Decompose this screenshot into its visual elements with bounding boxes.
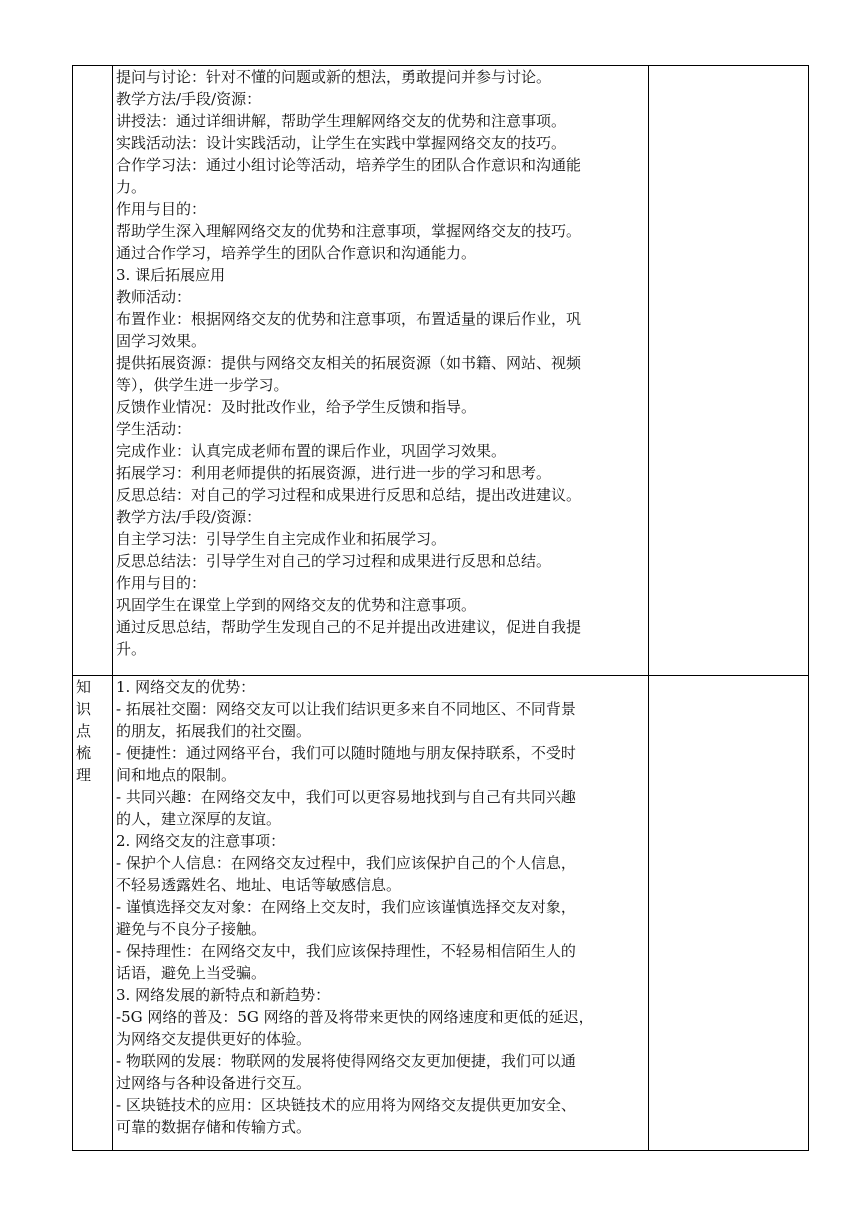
text-line: - 共同兴趣：在网络交友中，我们可以更容易地找到与自己有共同兴趣 xyxy=(116,788,576,806)
text-line: 3. 课后拓展应用 xyxy=(116,266,226,284)
text-line: - 保持理性：在网络交友中，我们应该保持理性，不轻易相信陌生人的 xyxy=(116,942,576,960)
text-line: 拓展学习：利用老师提供的拓展资源，进行进一步的学习和思考。 xyxy=(116,464,552,482)
notes-cell xyxy=(649,676,809,1151)
text-line: 通过反思总结，帮助学生发现自己的不足并提出改进建议，促进自我提 xyxy=(116,618,582,636)
text-line: 巩固学生在课堂上学到的网络交友的优势和注意事项。 xyxy=(116,596,477,614)
text-line: - 保护个人信息：在网络交友过程中，我们应该保护自己的个人信息， xyxy=(116,854,576,872)
row-label-knowledge: 知识点梳理 xyxy=(73,676,113,1151)
text-line: 提问与讨论：针对不懂的问题或新的想法，勇敢提问并参与讨论。 xyxy=(116,68,552,86)
text-line: -5G 网络的普及：5G 网络的普及将带来更快的网络速度和更低的延迟， xyxy=(116,1008,594,1026)
text-line: 等），供学生进一步学习。 xyxy=(116,376,289,394)
text-line: 作用与目的： xyxy=(116,200,207,218)
text-line: 过网络与各种设备进行交互。 xyxy=(116,1074,312,1092)
text-line: 布置作业：根据网络交友的优势和注意事项，布置适量的课后作业，巩 xyxy=(116,310,582,328)
text-line: 学生活动： xyxy=(116,420,192,438)
text-line: 反思总结：对自己的学习过程和成果进行反思和总结，提出改进建议。 xyxy=(116,486,582,504)
text-line: 提供拓展资源：提供与网络交友相关的拓展资源（如书籍、网站、视频 xyxy=(116,354,582,372)
text-line: 避免与不良分子接触。 xyxy=(116,920,267,938)
text-line: 讲授法：通过详细讲解，帮助学生理解网络交友的优势和注意事项。 xyxy=(116,112,567,130)
table-row xyxy=(73,66,809,676)
text-line: 3. 网络发展的新特点和新趋势： xyxy=(116,986,331,1004)
text-line: - 拓展社交圈：网络交友可以让我们结识更多来自不同地区、不同背景 xyxy=(116,700,576,718)
text-line: - 便捷性：通过网络平台，我们可以随时随地与朋友保持联系，不受时 xyxy=(116,744,576,762)
section-lines xyxy=(116,676,645,1138)
text-line: 固学习效果。 xyxy=(116,332,207,350)
text-line: 实践活动法：设计实践活动，让学生在实践中掌握网络交友的技巧。 xyxy=(116,134,567,152)
text-line: 帮助学生深入理解网络交友的优势和注意事项，掌握网络交友的技巧。 xyxy=(116,222,582,240)
text-line: 合作学习法：通过小组讨论等活动，培养学生的团队合作意识和沟通能 xyxy=(116,156,582,174)
teaching-process-cell xyxy=(113,66,649,676)
text-line: 可靠的数据存储和传输方式。 xyxy=(116,1118,312,1136)
text-line: - 谨慎选择交友对象：在网络上交友时，我们应该谨慎选择交友对象， xyxy=(116,898,576,916)
text-line: 反思总结法：引导学生对自己的学习过程和成果进行反思和总结。 xyxy=(116,552,552,570)
text-line: - 物联网的发展：物联网的发展将使得网络交友更加便捷，我们可以通 xyxy=(116,1052,576,1070)
text-line: 2. 网络交友的注意事项： xyxy=(116,832,286,850)
row-label-cell xyxy=(73,66,113,676)
section-lines xyxy=(116,66,645,660)
text-line: 教师活动： xyxy=(116,288,192,306)
text-line: 教学方法/手段/资源： xyxy=(116,90,262,108)
text-line: 话语，避免上当受骗。 xyxy=(116,964,267,982)
text-line: 的人，建立深厚的友谊。 xyxy=(116,810,282,828)
text-line: 为网络交友提供更好的体验。 xyxy=(116,1030,312,1048)
text-line: 完成作业：认真完成老师布置的课后作业，巩固学习效果。 xyxy=(116,442,507,460)
knowledge-summary-cell xyxy=(113,676,649,1151)
text-line: 1. 网络交友的优势： xyxy=(116,678,256,696)
text-line: 不轻易透露姓名、地址、电话等敏感信息。 xyxy=(116,876,402,894)
text-line: - 区块链技术的应用：区块链技术的应用将为网络交友提供更加安全、 xyxy=(116,1096,576,1114)
text-line: 力。 xyxy=(116,178,147,196)
text-line: 自主学习法：引导学生自主完成作业和拓展学习。 xyxy=(116,530,447,548)
text-line: 教学方法/手段/资源： xyxy=(116,508,262,526)
table-row xyxy=(73,676,809,1151)
text-line: 作用与目的： xyxy=(116,574,207,592)
text-line: 通过合作学习，培养学生的团队合作意识和沟通能力。 xyxy=(116,244,477,262)
text-line: 间和地点的限制。 xyxy=(116,766,237,784)
notes-cell xyxy=(649,66,809,676)
text-line: 的朋友，拓展我们的社交圈。 xyxy=(116,722,312,740)
text-line: 反馈作业情况：及时批改作业，给予学生反馈和指导。 xyxy=(116,398,477,416)
text-line: 升。 xyxy=(116,640,147,658)
lesson-plan-table xyxy=(72,65,809,1151)
